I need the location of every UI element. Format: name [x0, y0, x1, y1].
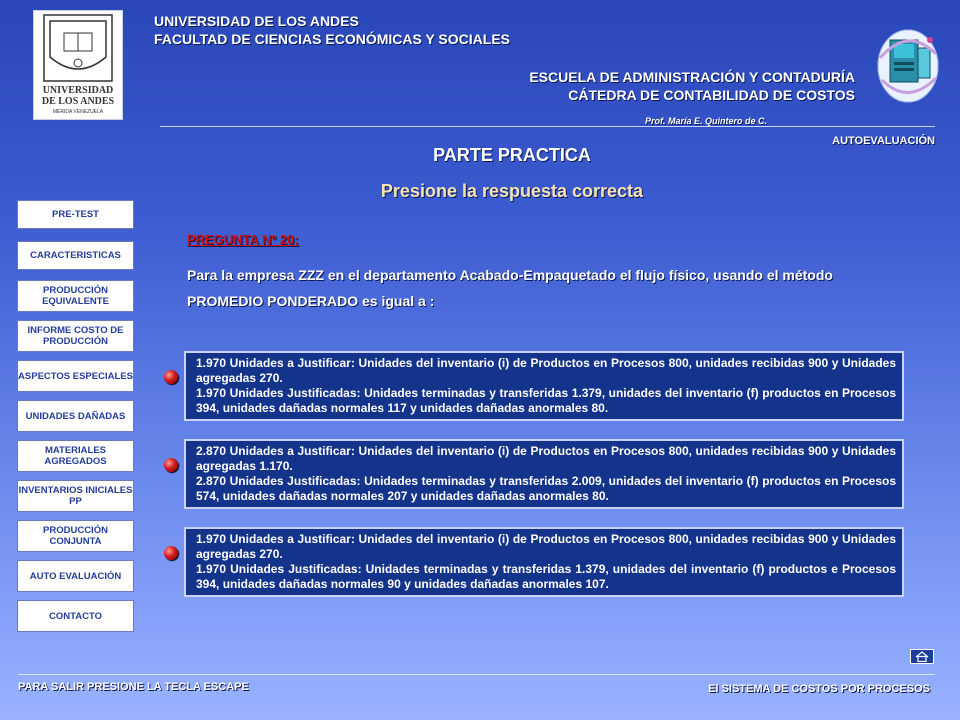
svg-text:UNIVERSIDAD: UNIVERSIDAD — [42, 85, 114, 96]
sidebar-item-inventarios-iniciales[interactable]: INVENTARIOS INICIALES PP — [17, 480, 134, 512]
header-school — [529, 68, 855, 104]
sidebar-item-pre-test[interactable]: PRE-TEST — [17, 200, 134, 229]
answer-2-units-to-justify: 2.870 Unidades a Justificar: Unidades del inventario (i) de Productos en Procesos 800, unidades recibidas 900 y Unidades agregadas 1.170. — [196, 444, 896, 473]
sidebar-item-caracteristicas[interactable]: CARACTERISTICAS — [17, 241, 134, 270]
sidebar-item-unidades-danadas[interactable]: UNIDADES DAÑADAS — [17, 400, 134, 432]
answer-2-bullet-icon[interactable] — [164, 458, 178, 472]
sidebar-item-informe-costo[interactable]: INFORME COSTO DE PRODUCCIÓN — [17, 320, 134, 352]
answer-option-3[interactable] — [184, 527, 904, 597]
sidebar-item-materiales-agregados[interactable]: MATERIALES AGREGADOS — [17, 440, 134, 472]
answer-1-units-to-justify: 1.970 Unidades a Justificar: Unidades del inventario (i) de Productos en Procesos 800, unidades recibidas 900 y Unidades agregadas 270. — [196, 356, 896, 385]
sidebar-item-produccion-conjunta[interactable]: PRODUCCIÓN CONJUNTA — [17, 520, 134, 552]
header-institution — [154, 12, 510, 48]
faculty-name: FACULTAD DE CIENCIAS ECONÓMICAS Y SOCIALES — [154, 31, 510, 47]
question-number: PREGUNTA Nº 20: — [187, 232, 299, 247]
answer-option-1[interactable] — [184, 351, 904, 421]
section-label: AUTOEVALUACIÓN — [832, 135, 935, 147]
answer-3-bullet-icon[interactable] — [164, 546, 178, 560]
question-text: Para la empresa ZZZ en el departamento Acabado-Empaquetado el flujo físico, usando el método PROMEDIO PONDERADO es igual a : — [187, 267, 833, 309]
chair-name: CÁTEDRA DE CONTABILIDAD DE COSTOS — [568, 87, 855, 103]
home-button[interactable] — [910, 649, 934, 664]
svg-text:DE LOS ANDES: DE LOS ANDES — [41, 96, 115, 107]
answer-3-units-to-justify: 1.970 Unidades a Justificar: Unidades del inventario (i) de Productos en Procesos 800, unidades recibidas 900 y Unidades agregadas 270. — [196, 532, 896, 561]
answer-1-bullet-icon[interactable] — [164, 370, 178, 384]
footer-divider — [18, 674, 935, 675]
answer-1-units-justified: 1.970 Unidades Justificadas: Unidades terminadas y transferidas 1.379, unidades del inventario (f) productos en Procesos 394, unidades dañadas normales 117 y unidades dañadas anormales 80. — [196, 386, 896, 415]
sidebar-item-produccion-equivalente[interactable]: PRODUCCIÓN EQUIVALENTE — [17, 280, 134, 312]
university-name: UNIVERSIDAD DE LOS ANDES — [154, 13, 359, 29]
instruction-title: Presione la respuesta correcta — [380, 181, 644, 201]
school-name: ESCUELA DE ADMINISTRACIÓN Y CONTADURÍA — [529, 69, 855, 85]
computer-globe-icon — [870, 18, 946, 108]
answer-option-2[interactable] — [184, 439, 904, 509]
part-title: PARTE PRACTICA — [433, 145, 591, 165]
sidebar-item-auto-evaluacion[interactable]: AUTO EVALUACIÓN — [17, 560, 134, 592]
answer-3-units-justified: 1.970 Unidades Justificadas: Unidades terminadas y transferidas 1.379, unidades del inventario (f) productos e Procesos 394, unidades dañadas normales 90 y unidades dañadas anormales 107. — [196, 562, 896, 591]
sidebar-item-contacto[interactable]: CONTACTO — [17, 600, 134, 632]
answer-2-units-justified: 2.870 Unidades Justificadas: Unidades terminadas y transferidas 2.009, unidades del inventario (f) productos en Procesos 574, unidades dañadas normales 207 y unidades dañadas anormales 80. — [196, 474, 896, 503]
university-logo — [33, 10, 123, 120]
sidebar-item-aspectos-especiales[interactable]: ASPECTOS ESPECIALES — [17, 360, 134, 392]
system-name: El SISTEMA DE COSTOS POR PROCESOS — [708, 683, 930, 695]
home-icon — [915, 651, 929, 662]
header-divider — [160, 126, 935, 127]
exit-hint: PARA SALIR PRESIONE LA TECLA ESCAPE — [18, 681, 249, 693]
svg-text:MÉRIDA VENEZUELA: MÉRIDA VENEZUELA — [52, 109, 104, 115]
professor-name: Prof. María E. Quintero de C. — [644, 116, 767, 126]
